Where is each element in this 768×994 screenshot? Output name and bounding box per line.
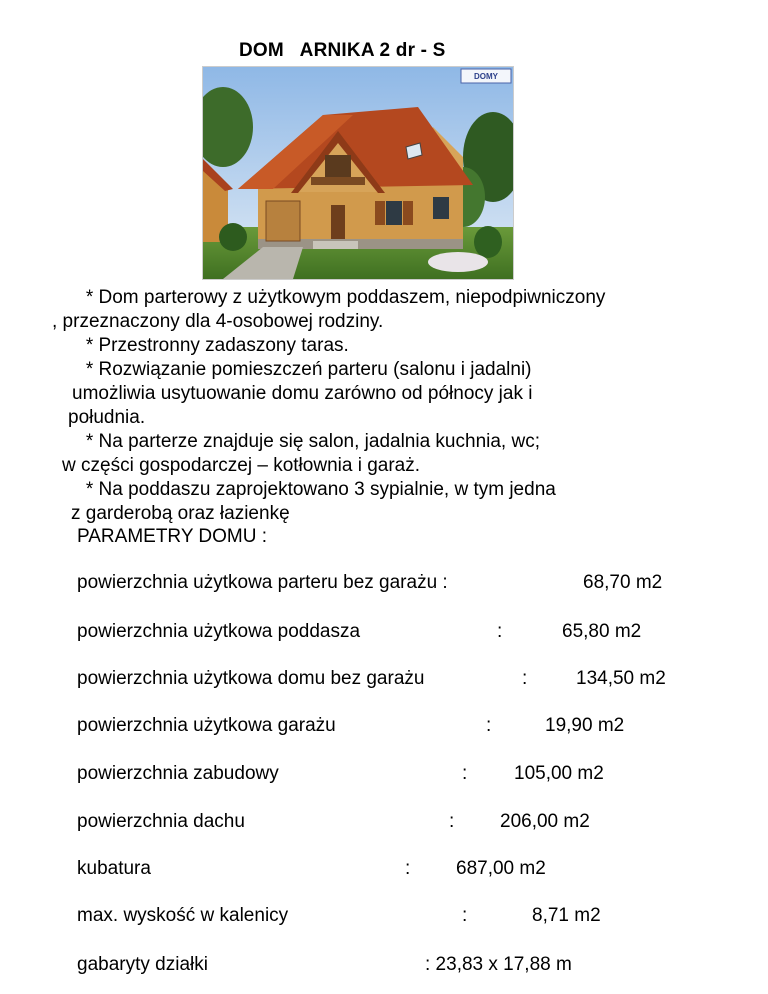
param-colon: : <box>449 811 455 832</box>
param-value: 105,00 m2 <box>514 763 604 784</box>
param-label: powierzchnia użytkowa poddasza <box>77 621 361 642</box>
description-line: umożliwia usytuowanie domu zarówno od północy jak i <box>72 383 533 404</box>
description-line: * Rozwiązanie pomieszczeń parteru (salonu i jadalni) <box>70 359 532 380</box>
param-colon: : <box>522 668 528 689</box>
param-label: powierzchnia użytkowa garażu <box>77 715 336 736</box>
description-line: , przeznaczony dla 4-osobowej rodziny. <box>52 311 384 332</box>
param-value: 65,80 m2 <box>562 621 642 642</box>
description-line: południa. <box>68 407 146 428</box>
param-colon: : <box>486 715 492 736</box>
param-value: 134,50 m2 <box>576 668 666 689</box>
param-label: kubatura <box>77 858 151 879</box>
description-line: z garderobą oraz łazienkę <box>71 503 290 524</box>
description-line: * Dom parterowy z użytkowym poddaszem, niepodpiwniczony <box>70 287 606 308</box>
param-value: 687,00 m2 <box>456 858 546 879</box>
logo-text: DOMY <box>474 72 498 81</box>
description-line: * Na parterze znajduje się salon, jadalnia kuchnia, wc; <box>70 431 540 452</box>
param-colon: : <box>405 858 411 879</box>
param-label: powierzchnia użytkowa domu bez garażu <box>77 668 425 689</box>
param-value: 206,00 m2 <box>500 811 590 832</box>
house-photo <box>202 66 514 280</box>
param-value: 8,71 m2 <box>532 905 601 926</box>
params-heading: PARAMETRY DOMU : <box>77 526 268 547</box>
param-colon: : <box>462 905 468 926</box>
document-title: DOM ARNIKA 2 dr - S <box>239 40 446 61</box>
param-label: powierzchnia użytkowa parteru bez garażu : <box>77 572 448 593</box>
param-value: 19,90 m2 <box>545 715 625 736</box>
param-value: 68,70 m2 <box>583 572 663 593</box>
param-label: gabaryty działki <box>77 954 208 975</box>
param-value: : 23,83 x 17,88 m <box>425 954 572 975</box>
param-label: powierzchnia zabudowy <box>77 763 279 784</box>
param-colon: : <box>462 763 468 784</box>
description-line: w części gospodarczej – kotłownia i garaż. <box>62 455 421 476</box>
param-label: max. wyskość w kalenicy <box>77 905 289 926</box>
description-line: * Przestronny zadaszony taras. <box>70 335 349 356</box>
param-colon: : <box>497 621 503 642</box>
description-line: * Na poddaszu zaprojektowano 3 sypialnie, w tym jedna <box>70 479 556 500</box>
param-label: powierzchnia dachu <box>77 811 245 832</box>
